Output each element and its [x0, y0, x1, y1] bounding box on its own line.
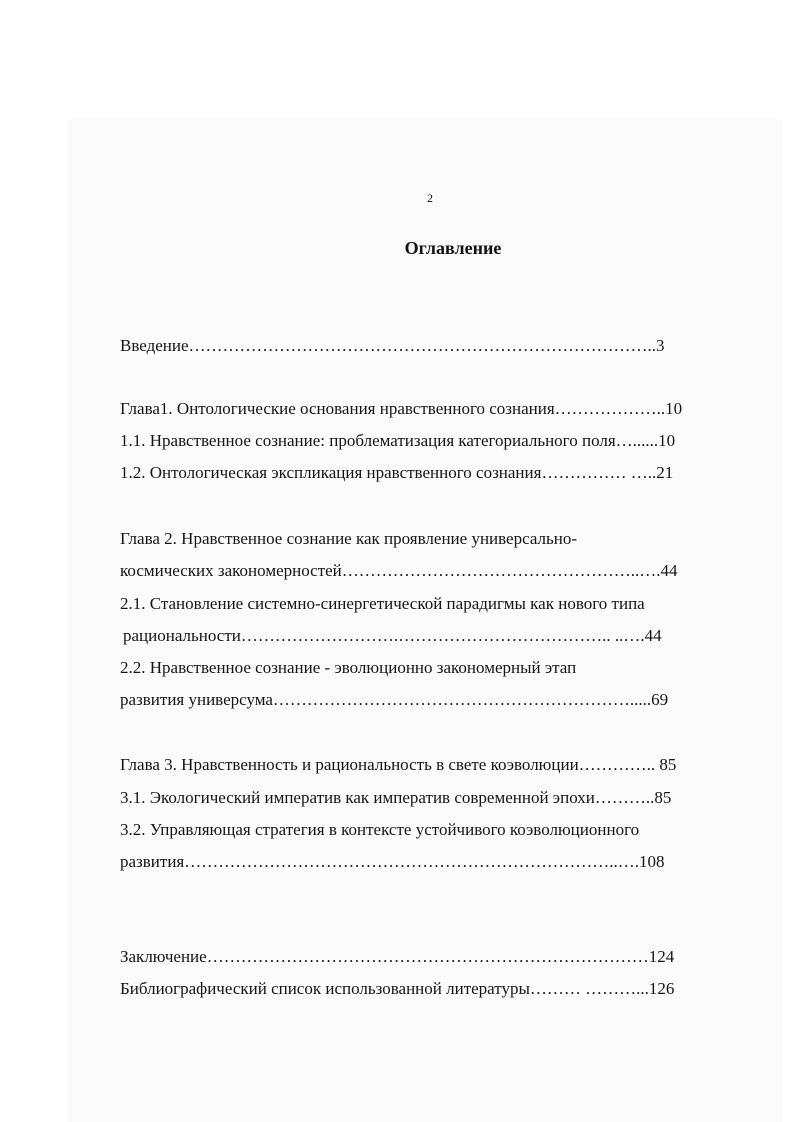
toc-entry-bibliography: Библиографический список использованной литературы……… ………...126	[120, 979, 675, 998]
toc-entry-chapter-2-line-1: Глава 2. Нравственное сознание как проявление универсально-	[120, 529, 578, 548]
toc-entry-section-3-1: 3.1. Экологический императив как императив современной эпохи………..85	[120, 788, 672, 807]
toc-entry-section-1-1: 1.1. Нравственное сознание: проблематизация категориального поля…......10	[120, 431, 676, 450]
page-sheet	[67, 119, 783, 1122]
toc-entry-conclusion: Заключение……………………………………………………………………124	[120, 947, 675, 966]
toc-entry-section-2-1-line-2: рациональности……………………….……………………………….. ..….44	[123, 626, 662, 645]
toc-entry-section-1-2: 1.2. Онтологическая экспликация нравственного сознания…………… …..21	[120, 463, 674, 482]
toc-entry-section-3-2-line-2: развития…………………………………………………………………..….108	[120, 852, 665, 871]
toc-entry-section-2-1-line-1: 2.1. Становление системно-синергетической парадигмы как нового типа	[120, 594, 645, 613]
toc-title: Оглавление	[404, 238, 502, 258]
toc-entry-chapter-3: Глава 3. Нравственность и рациональность в свете коэволюции………….. 85	[120, 755, 677, 774]
toc-entry-section-2-2-line-2: развития универсума……………………………………………………….....69	[120, 690, 669, 709]
toc-entry-chapter-2-line-2: космических закономерностей……………………………………………..….44	[120, 561, 678, 580]
toc-entry-intro: Введение………………………………………………………………………..3	[120, 336, 665, 355]
page-number: 2	[427, 191, 433, 205]
toc-entry-chapter-1: Глава1. Онтологические основания нравственного сознания………………..10	[120, 399, 683, 418]
toc-entry-section-2-2-line-1: 2.2. Нравственное сознание - эволюционно закономерный этап	[120, 658, 577, 677]
toc-entry-section-3-2-line-1: 3.2. Управляющая стратегия в контексте устойчивого коэволюционного	[120, 820, 640, 839]
